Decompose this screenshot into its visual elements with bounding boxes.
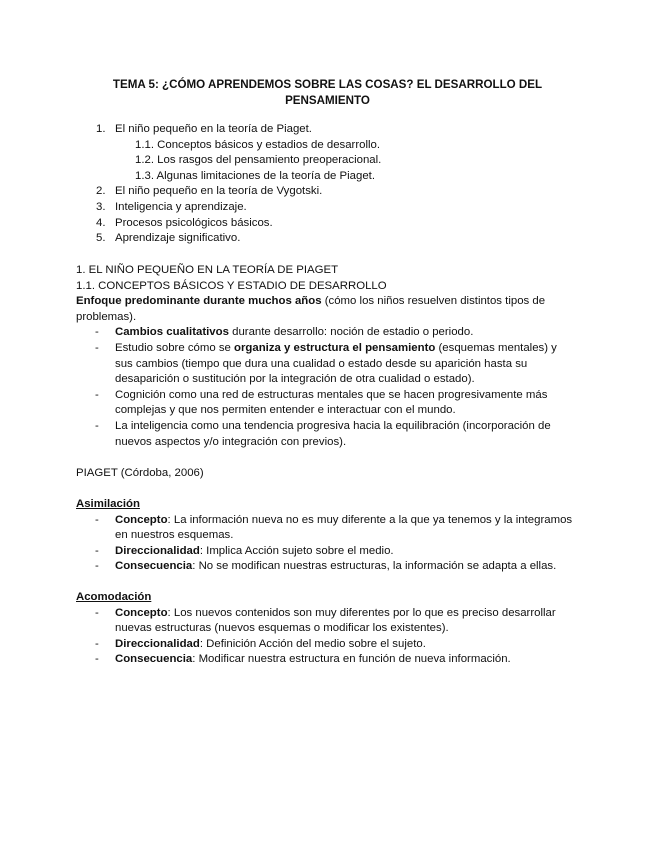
dash-marker: -	[95, 419, 99, 432]
toc-item-text: Procesos psicológicos básicos.	[115, 216, 273, 229]
piaget-reference	[76, 466, 576, 482]
item-bold-text: Consecuencia	[115, 653, 193, 666]
item-text: Cognición como una red de estructuras mentales que se hacen progresivamente más complejas y que nos permiten entender e interactuar con el mundo.	[115, 388, 548, 417]
dash-marker: -	[95, 326, 99, 339]
asimilacion-title: Asimilación	[76, 498, 140, 510]
item-text: La inteligencia como una tendencia progresiva hacia la equilibración (incorporación de nuevos aspectos y/o integración con previos).	[115, 419, 551, 448]
toc-item-text: El niño pequeño en la teoría de Vygotski.	[115, 185, 323, 198]
toc-subitem-text: 1.2. Los rasgos del pensamiento preoperacional.	[135, 154, 382, 167]
toc-item	[0, 216, 655, 232]
dash-marker: -	[95, 388, 99, 401]
item-text: : No se modifican nuestras estructuras, la información se adapta a ellas.	[192, 560, 557, 573]
item-text: : Definición Acción del medio sobre el sujeto.	[199, 637, 426, 650]
toc-item	[0, 122, 655, 138]
toc-item	[0, 184, 655, 200]
list-item	[76, 388, 576, 419]
subsection-heading: 1.1. CONCEPTOS BÁSICOS Y ESTADIO DE DESARROLLO	[76, 279, 387, 292]
concepts-list	[76, 325, 576, 450]
section-asimilacion	[76, 497, 576, 575]
toc-item-number: 1.	[96, 123, 106, 135]
intro-text: (cómo los niños resuelven distintos tipos de problemas).	[76, 295, 546, 323]
toc-subitem	[0, 138, 655, 154]
asimilacion-list	[76, 513, 576, 575]
intro-bold-text: Enfoque predominante durante muchos años	[76, 295, 322, 308]
toc-item-text: El niño pequeño en la teoría de Piaget.	[115, 123, 312, 135]
dash-marker: -	[95, 653, 99, 666]
item-bold-text: Consecuencia	[115, 560, 193, 573]
toc-subitem-text: 1.3. Algunas limitaciones de la teoría de Piaget.	[135, 169, 375, 182]
item-text: (esquemas mentales) y sus cambios (tiempo que dura una cualidad o estado desde su aparición hasta su desaparición o sustitución por la integración de otra cualidad o estado).	[115, 341, 557, 386]
acomodacion-list	[76, 606, 576, 668]
toc-item-number: 3.	[96, 200, 106, 213]
title-line-1: TEMA 5: ¿CÓMO APRENDEMOS SOBRE LAS COSAS? EL DESARROLLO DEL	[112, 78, 543, 91]
reference-text: PIAGET (Córdoba, 2006)	[76, 467, 204, 479]
dash-marker: -	[95, 637, 99, 650]
dash-marker: -	[95, 341, 99, 354]
toc-subitem-text: 1.1. Conceptos básicos y estadios de desarrollo.	[135, 138, 381, 151]
item-bold-text: Direccionalidad	[115, 544, 200, 557]
item-text: durante desarrollo: noción de estadio o periodo.	[228, 326, 474, 339]
item-text: Estudio sobre cómo se	[115, 341, 235, 354]
list-item	[76, 652, 576, 668]
intro-paragraph	[76, 294, 576, 325]
section-acomodacion	[76, 590, 576, 668]
item-bold-text: Direccionalidad	[115, 637, 200, 650]
item-text: : La información nueva no es muy diferente a la que ya tenemos y la integramos en nuestros esquemas.	[115, 513, 573, 542]
table-of-contents	[0, 122, 655, 247]
toc-item-number: 4.	[96, 216, 106, 229]
section-piaget	[76, 263, 576, 450]
toc-item-text: Inteligencia y aprendizaje.	[115, 200, 247, 213]
toc-item-number: 2.	[96, 185, 106, 198]
item-text: : Los nuevos contenidos son muy diferentes por lo que es preciso desarrollar nuevas estructuras (nuevos esquemas o modificar los existentes).	[115, 606, 556, 635]
dash-marker: -	[95, 606, 99, 619]
list-item	[76, 341, 576, 388]
item-bold-text: Cambios cualitativos	[115, 326, 229, 339]
dash-marker: -	[95, 560, 99, 573]
list-item	[76, 419, 576, 450]
item-bold-text: organiza y estructura el pensamiento	[234, 341, 436, 354]
list-item	[76, 637, 576, 653]
list-item	[76, 325, 576, 341]
toc-subitem	[0, 169, 655, 185]
list-item	[76, 544, 576, 560]
title-line-2: PENSAMIENTO	[285, 94, 370, 107]
section-heading: 1. EL NIÑO PEQUEÑO EN LA TEORÍA DE PIAGET	[76, 264, 339, 276]
dash-marker: -	[95, 544, 99, 557]
acomodacion-title: Acomodación	[76, 591, 152, 603]
list-item	[76, 559, 576, 575]
item-text: : Implica Acción sujeto sobre el medio.	[199, 544, 394, 557]
item-text: : Modificar nuestra estructura en función de nueva información.	[192, 653, 511, 666]
toc-item-text: Aprendizaje significativo.	[115, 232, 241, 245]
toc-item-number: 5.	[96, 232, 106, 245]
item-bold-text: Concepto	[115, 606, 168, 619]
list-item	[76, 606, 576, 637]
toc-item	[0, 231, 655, 247]
list-item	[76, 513, 576, 544]
toc-subitem	[0, 153, 655, 169]
toc-item	[0, 200, 655, 216]
item-bold-text: Concepto	[115, 513, 168, 526]
dash-marker: -	[95, 513, 99, 526]
page-title	[90, 77, 565, 109]
